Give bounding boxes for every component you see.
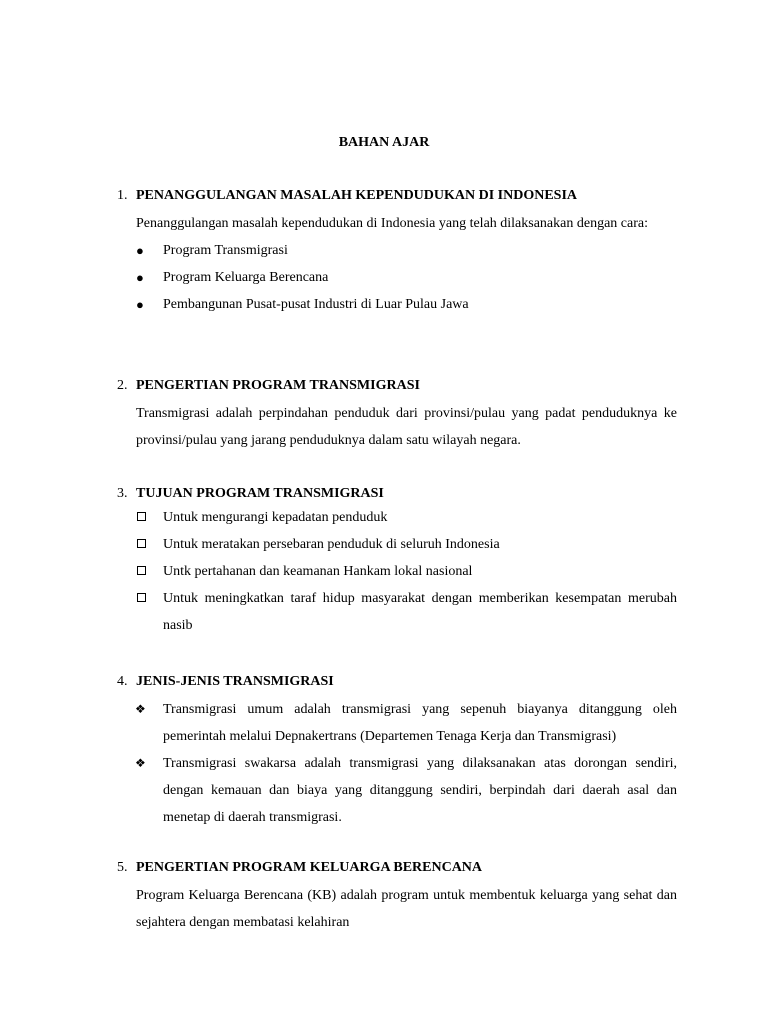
checkbox-icon: [137, 593, 146, 602]
list-item-text: Program Transmigrasi: [163, 243, 288, 258]
diamond-bullet-icon: ❖: [135, 702, 146, 716]
section-3: [117, 484, 677, 639]
section-number: 1.: [117, 188, 128, 203]
section-heading: [117, 376, 677, 396]
list-item-text: Untuk meratakan persebaran penduduk di seluruh Indonesia: [163, 537, 500, 552]
bullet-icon: ●: [136, 270, 144, 285]
list-item: [117, 531, 677, 558]
section-title: PENANGGULANGAN MASALAH KEPENDUDUKAN DI INDONESIA: [136, 188, 578, 203]
list-item-text: Untk pertahanan dan keamanan Hankam lokal nasional: [163, 564, 473, 579]
bullet-list: [117, 237, 677, 318]
section-title: PENGERTIAN PROGRAM TRANSMIGRASI: [136, 378, 420, 393]
section-heading: [117, 672, 677, 692]
list-item: [117, 264, 677, 291]
list-item: [117, 237, 677, 264]
diamond-bullet-icon: ❖: [135, 756, 146, 770]
checkbox-icon: [137, 539, 146, 548]
list-item: [117, 750, 677, 831]
section-title: JENIS-JENIS TRANSMIGRASI: [136, 674, 334, 689]
section-heading: [117, 484, 677, 504]
section-5: [117, 858, 677, 936]
list-item: [117, 696, 677, 750]
section-paragraph: Transmigrasi adalah perpindahan penduduk dari provinsi/pulau yang padat penduduknya ke provinsi/pulau yang jarang penduduknya dalam satu wilayah negara.: [136, 406, 677, 448]
section-paragraph: Program Keluarga Berencana (KB) adalah program untuk membentuk keluarga yang sehat dan sejahtera dengan membatasi kelahiran: [136, 888, 677, 930]
document-title: BAHAN AJAR: [338, 135, 430, 150]
diamond-list: [117, 696, 677, 831]
checkbox-icon: [137, 566, 146, 575]
section-title: PENGERTIAN PROGRAM KELUARGA BERENCANA: [136, 860, 483, 875]
section-number: 5.: [117, 860, 128, 875]
section-number: 4.: [117, 674, 128, 689]
list-item: [117, 585, 677, 639]
bullet-icon: ●: [136, 297, 144, 312]
section-paragraph: Penanggulangan masalah kependudukan di Indonesia yang telah dilaksanakan dengan cara:: [136, 216, 648, 231]
section-2: [117, 376, 677, 454]
section-number: 3.: [117, 486, 128, 501]
list-item-text: Untuk mengurangi kepadatan penduduk: [163, 510, 388, 525]
bullet-icon: ●: [136, 243, 144, 258]
list-item-text: Transmigrasi umum adalah transmigrasi yang sepenuh biayanya ditanggung oleh pemerintah melalui Depnakertrans (Departemen Tenaga Kerja dan Transmigrasi): [163, 702, 677, 744]
section-heading: [117, 186, 677, 206]
list-item-text: Program Keluarga Berencana: [163, 270, 329, 285]
list-item: [117, 291, 677, 318]
section-4: [117, 672, 677, 831]
list-item-text: Untuk meningkatkan taraf hidup masyarakat dengan memberikan kesempatan merubah nasib: [163, 591, 677, 633]
list-item-text: Pembangunan Pusat-pusat Industri di Luar Pulau Jawa: [163, 297, 469, 312]
section-1: [117, 186, 677, 318]
section-heading: [117, 858, 677, 878]
list-item-text: Transmigrasi swakarsa adalah transmigrasi yang dilaksanakan atas dorongan sendiri, dengan kemauan dan biaya yang ditanggung sendiri, berpindah dari daerah asal dan menetap di daerah transmigrasi.: [163, 756, 677, 825]
list-item: [117, 504, 677, 531]
list-item: [117, 558, 677, 585]
checkbox-list: [117, 504, 677, 639]
section-title: TUJUAN PROGRAM TRANSMIGRASI: [136, 486, 384, 501]
section-number: 2.: [117, 378, 128, 393]
checkbox-icon: [137, 512, 146, 521]
